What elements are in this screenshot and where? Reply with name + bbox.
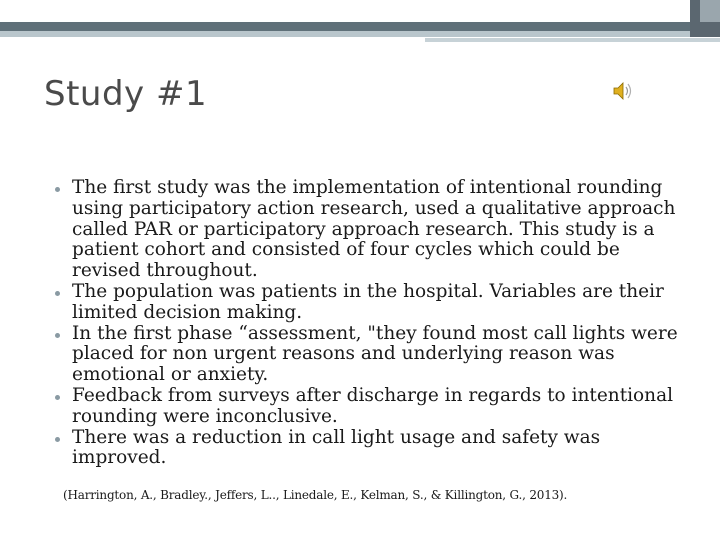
bullet-dot [55,395,60,400]
speaker-icon[interactable] [612,80,634,102]
header-corner-block-light [700,0,720,22]
header-accent-line [425,38,720,42]
bullet-dot [55,437,60,442]
bullet-item [52,178,692,282]
bullet-text: There was a reduction in call light usage and safety was improved. [72,426,601,469]
bullet-item [52,282,692,324]
bullet-item [52,428,692,470]
header-bar-dark [0,22,720,31]
bullet-item [52,324,692,386]
bullet-text: In the first phase “assessment, "they found most call lights were placed for non urgent reasons and underlying reason was emotional or anxiety. [72,322,678,386]
bullet-dot [55,291,60,296]
bullet-item [52,386,692,428]
bullet-text: Feedback from surveys after discharge in regards to intentional rounding were inconclusive. [72,384,674,427]
bullet-text: The first study was the implementation of intentional rounding using participatory action research, used a qualitative approach called PAR or participatory approach research. This study is a patient cohort and consisted of four cycles which could be revised throughout. [72,177,676,282]
slide-title: Study #1 [44,74,208,114]
bullet-text: The population was patients in the hospital. Variables are their limited decision making. [72,280,664,323]
bullet-list [52,178,692,469]
bullet-dot [55,187,60,192]
header-bar-light [0,31,720,37]
citation: (Harrington, A., Bradley., Jeffers, L.., Linedale, E., Kelman, S., & Killington, G., 2013). [63,488,568,502]
bullet-dot [55,333,60,338]
header-decoration-bar [0,0,720,40]
